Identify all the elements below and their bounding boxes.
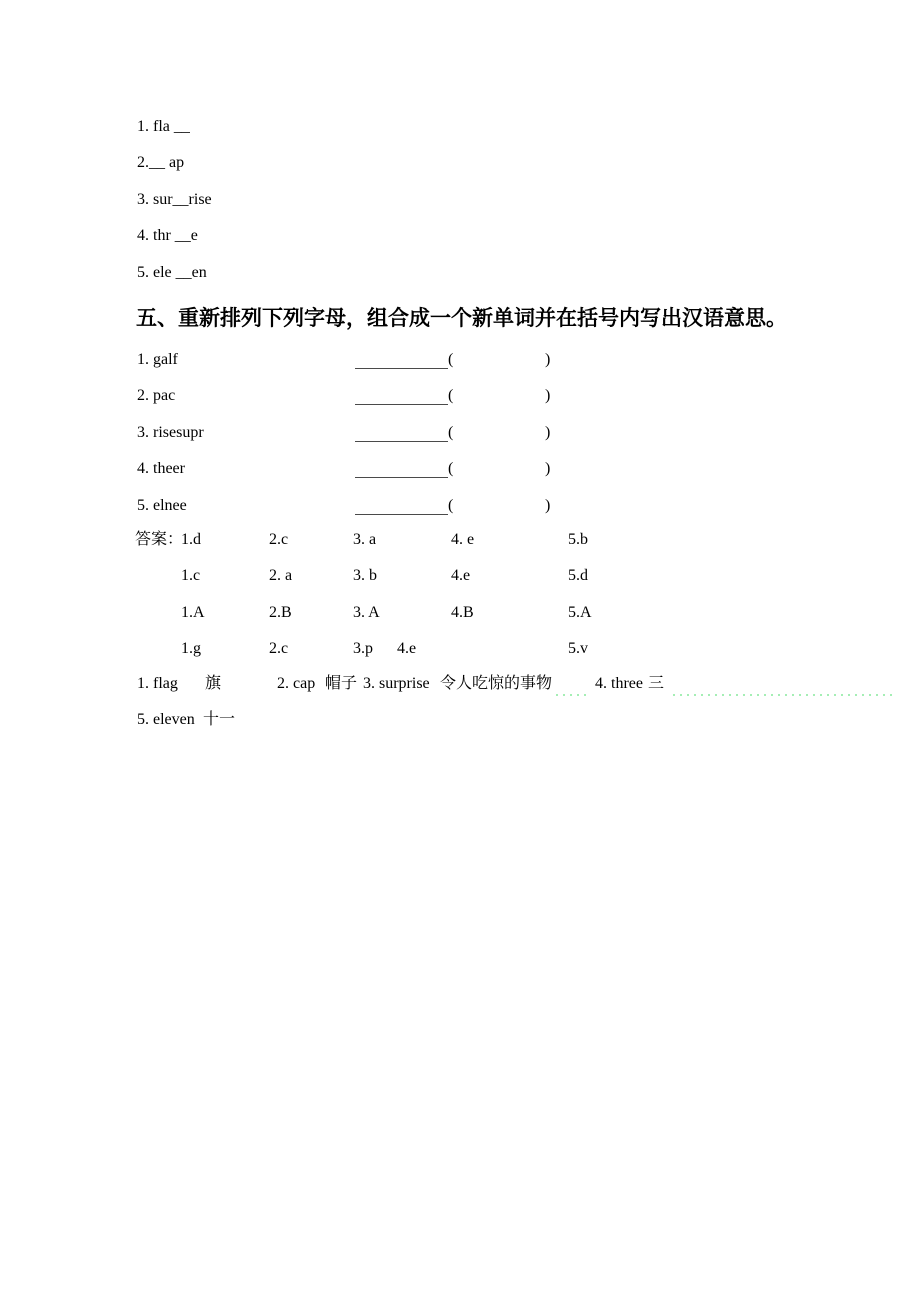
answer-key-cell: 4.B <box>451 603 474 621</box>
unscramble-section <box>137 342 697 524</box>
answer-blank-line <box>355 488 448 515</box>
close-paren: ) <box>545 460 551 478</box>
fill-blank-item-5: 5. ele __en <box>137 263 207 281</box>
answer-key-cell: 1.c <box>181 567 201 585</box>
answer-key-label: 答案： <box>135 531 184 548</box>
answer-key-cell: 1.d <box>181 531 201 548</box>
vocab-meaning-cap: 帽子 <box>325 675 358 692</box>
answer-key-cell: 2.c <box>269 531 289 548</box>
answer-key-row-1 <box>137 522 737 558</box>
unscramble-word: 2. pac <box>137 387 176 405</box>
answer-key-cell: 5.v <box>568 640 588 658</box>
unscramble-item-4 <box>137 451 697 487</box>
unscramble-word: 4. theer <box>137 460 185 478</box>
answer-key-cell: 3. a <box>353 531 377 548</box>
vocab-word-cap: 2. cap <box>277 675 316 692</box>
fill-blank-item-4: 4. thr __e <box>137 227 198 245</box>
vocab-word-eleven: 5. eleven <box>137 711 195 729</box>
close-paren: ) <box>545 496 551 514</box>
spellcheck-underline-short <box>556 694 588 696</box>
fill-in-blanks-section <box>137 109 212 291</box>
answer-key-cell: 4.e <box>397 640 417 658</box>
answer-key-row-4 <box>137 631 737 667</box>
answer-key-row-3 <box>137 595 737 631</box>
open-paren: ( <box>448 460 454 478</box>
vocab-line-1 <box>137 666 837 702</box>
open-paren: ( <box>448 351 454 368</box>
spellcheck-underline-long <box>673 694 895 696</box>
close-paren: ) <box>545 387 551 405</box>
answer-blank-line <box>355 378 448 405</box>
open-paren: ( <box>448 496 454 514</box>
unscramble-item-3 <box>137 415 697 451</box>
unscramble-item-1 <box>137 342 697 378</box>
unscramble-item-2 <box>137 378 697 414</box>
fill-blank-item-3: 3. sur__rise <box>137 190 212 208</box>
vocab-word-flag: 1. flag <box>137 675 178 692</box>
answer-blank-line <box>355 415 448 442</box>
unscramble-word: 5. elnee <box>137 496 187 514</box>
answer-key-cell: 2.c <box>269 640 289 658</box>
vocab-meaning-surprise: 令人吃惊的事物 <box>440 675 553 692</box>
answer-key-cell: 2.B <box>269 603 292 621</box>
vocab-meaning-three: 三 <box>648 675 665 692</box>
vocab-meaning-flag: 旗 <box>205 675 222 692</box>
answer-key-cell: 3. b <box>353 567 377 585</box>
fill-blank-item-1: 1. fla __ <box>137 118 190 135</box>
answer-key-cell: 3. A <box>353 603 380 621</box>
open-paren: ( <box>448 423 454 441</box>
answer-key-cell: 5.A <box>568 603 592 621</box>
vocab-meaning-eleven: 十一 <box>203 711 236 729</box>
open-paren: ( <box>448 387 454 405</box>
answer-key-cell: 4. e <box>451 531 475 548</box>
unscramble-word: 3. risesupr <box>137 423 204 441</box>
vocab-word-three: 4. three <box>595 675 643 692</box>
answer-key-cell: 5.d <box>568 567 588 585</box>
answer-key-cell: 3.p <box>353 640 373 658</box>
answer-key-cell: 2. a <box>269 567 293 585</box>
answer-key-cell: 1.g <box>181 640 201 658</box>
answer-key-row-2 <box>137 558 737 594</box>
unscramble-item-5 <box>137 488 697 524</box>
answer-key-section <box>137 522 737 668</box>
answer-blank-line <box>355 342 448 369</box>
unscramble-word: 1. galf <box>137 351 178 368</box>
close-paren: ) <box>545 423 551 441</box>
section-5-heading: 五、重新排列下列字母，组合成一个新单词并在括号内写出汉语意思。 <box>136 306 787 330</box>
answer-key-cell: 1.A <box>181 603 205 621</box>
vocab-line-2 <box>137 702 837 738</box>
vocab-word-surprise: 3. surprise <box>363 675 430 692</box>
vocab-answers-section <box>137 666 837 739</box>
fill-blank-item-2: 2.__ ap <box>137 154 185 172</box>
answer-key-cell: 4.e <box>451 567 471 585</box>
close-paren: ) <box>545 351 551 368</box>
answer-key-cell: 5.b <box>568 531 588 548</box>
answer-blank-line <box>355 451 448 478</box>
